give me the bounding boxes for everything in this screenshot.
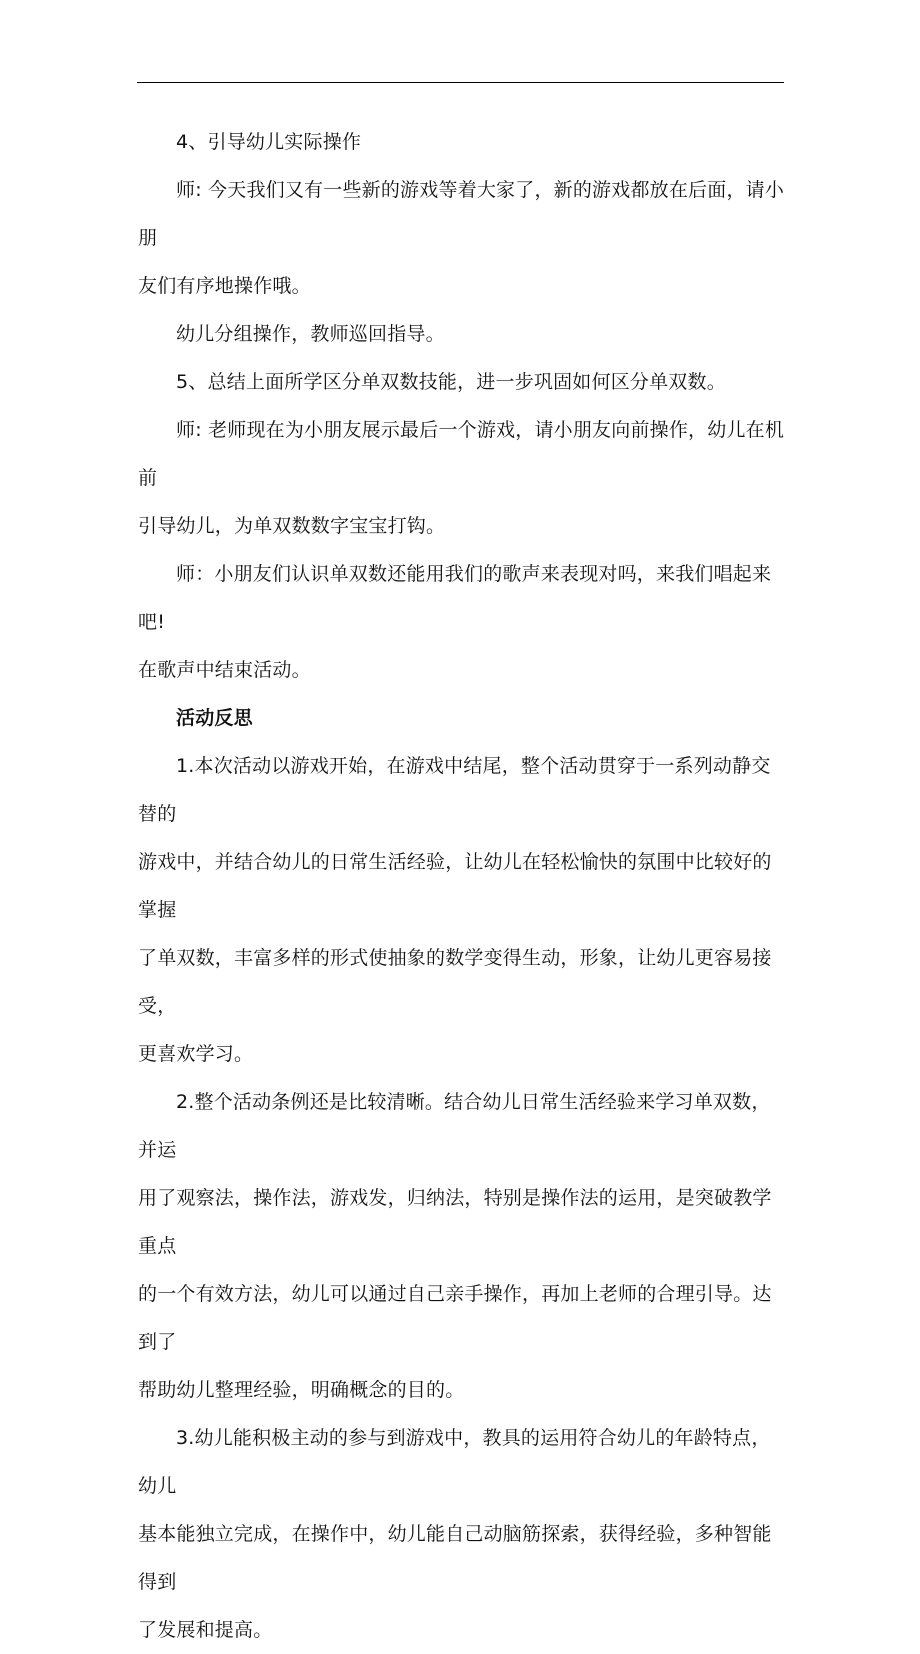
paragraph-line: 引导幼儿，为单双数数字宝宝打钩。: [138, 515, 446, 537]
paragraph-step-5: [138, 358, 788, 406]
paragraph-line: 师: 老师现在为小朋友展示最后一个游戏，请小朋友向前操作，幼儿在机前: [138, 419, 785, 489]
paragraph-line: 4、引导幼儿实际操作: [176, 131, 362, 153]
paragraph-line: 更喜欢学习。: [138, 1043, 254, 1065]
paragraph-line: 了单双数，丰富多样的形式使抽象的数学变得生动，形象，让幼儿更容易接受，: [138, 947, 772, 1017]
paragraph-line: 1.本次活动以游戏开始，在游戏中结尾，整个活动贯穿于一系列动静交替的: [138, 755, 771, 825]
paragraph-teacher-song: [138, 550, 788, 694]
paragraph-line: 基本能独立完成，在操作中，幼儿能自己动脑筋探索，获得经验，多种智能得到: [138, 1523, 772, 1593]
paragraph-step-4: [138, 118, 788, 166]
paragraph-reflection-2: [138, 1078, 788, 1414]
paragraph-line: 3.幼儿能积极主动的参与到游戏中，教具的运用符合幼儿的年龄特点，幼儿: [138, 1427, 771, 1497]
header-rule: [137, 82, 784, 83]
section-heading-reflection: [138, 694, 788, 742]
paragraph-line: 帮助幼儿整理经验，明确概念的目的。: [138, 1379, 465, 1401]
paragraph-line: 用了观察法，操作法，游戏发，归纳法，特别是操作法的运用，是突破教学重点: [138, 1187, 772, 1257]
paragraph-reflection-3: [138, 1414, 788, 1654]
paragraph-line: 了发展和提高。: [138, 1619, 273, 1641]
paragraph-line: 友们有序地操作哦。: [138, 275, 311, 297]
paragraph-teacher-last-game: [138, 406, 788, 550]
paragraph-line: 的一个有效方法，幼儿可以通过自己亲手操作，再加上老师的合理引导。达到了: [138, 1283, 772, 1353]
paragraph-group-operation: [138, 310, 788, 358]
paragraph-line: 2.整个活动条例还是比较清晰。结合幼儿日常生活经验来学习单双数，并运: [138, 1091, 771, 1161]
paragraph-line: 游戏中，并结合幼儿的日常生活经验，让幼儿在轻松愉快的氛围中比较好的掌握: [138, 851, 772, 921]
paragraph-line: 师: 今天我们又有一些新的游戏等着大家了，新的游戏都放在后面，请小朋: [138, 179, 785, 249]
document-body: [138, 118, 788, 1654]
paragraph-line: 5、总结上面所学区分单双数技能，进一步巩固如何区分单双数。: [176, 371, 726, 393]
paragraph-line: 师：小朋友们认识单双数还能用我们的歌声来表现对吗，来我们唱起来吧!: [138, 563, 772, 633]
heading-text: 活动反思: [176, 707, 253, 729]
paragraph-teacher-new-games: [138, 166, 788, 310]
paragraph-line: 幼儿分组操作，教师巡回指导。: [176, 323, 445, 345]
paragraph-line: 在歌声中结束活动。: [138, 659, 311, 681]
paragraph-reflection-1: [138, 742, 788, 1078]
